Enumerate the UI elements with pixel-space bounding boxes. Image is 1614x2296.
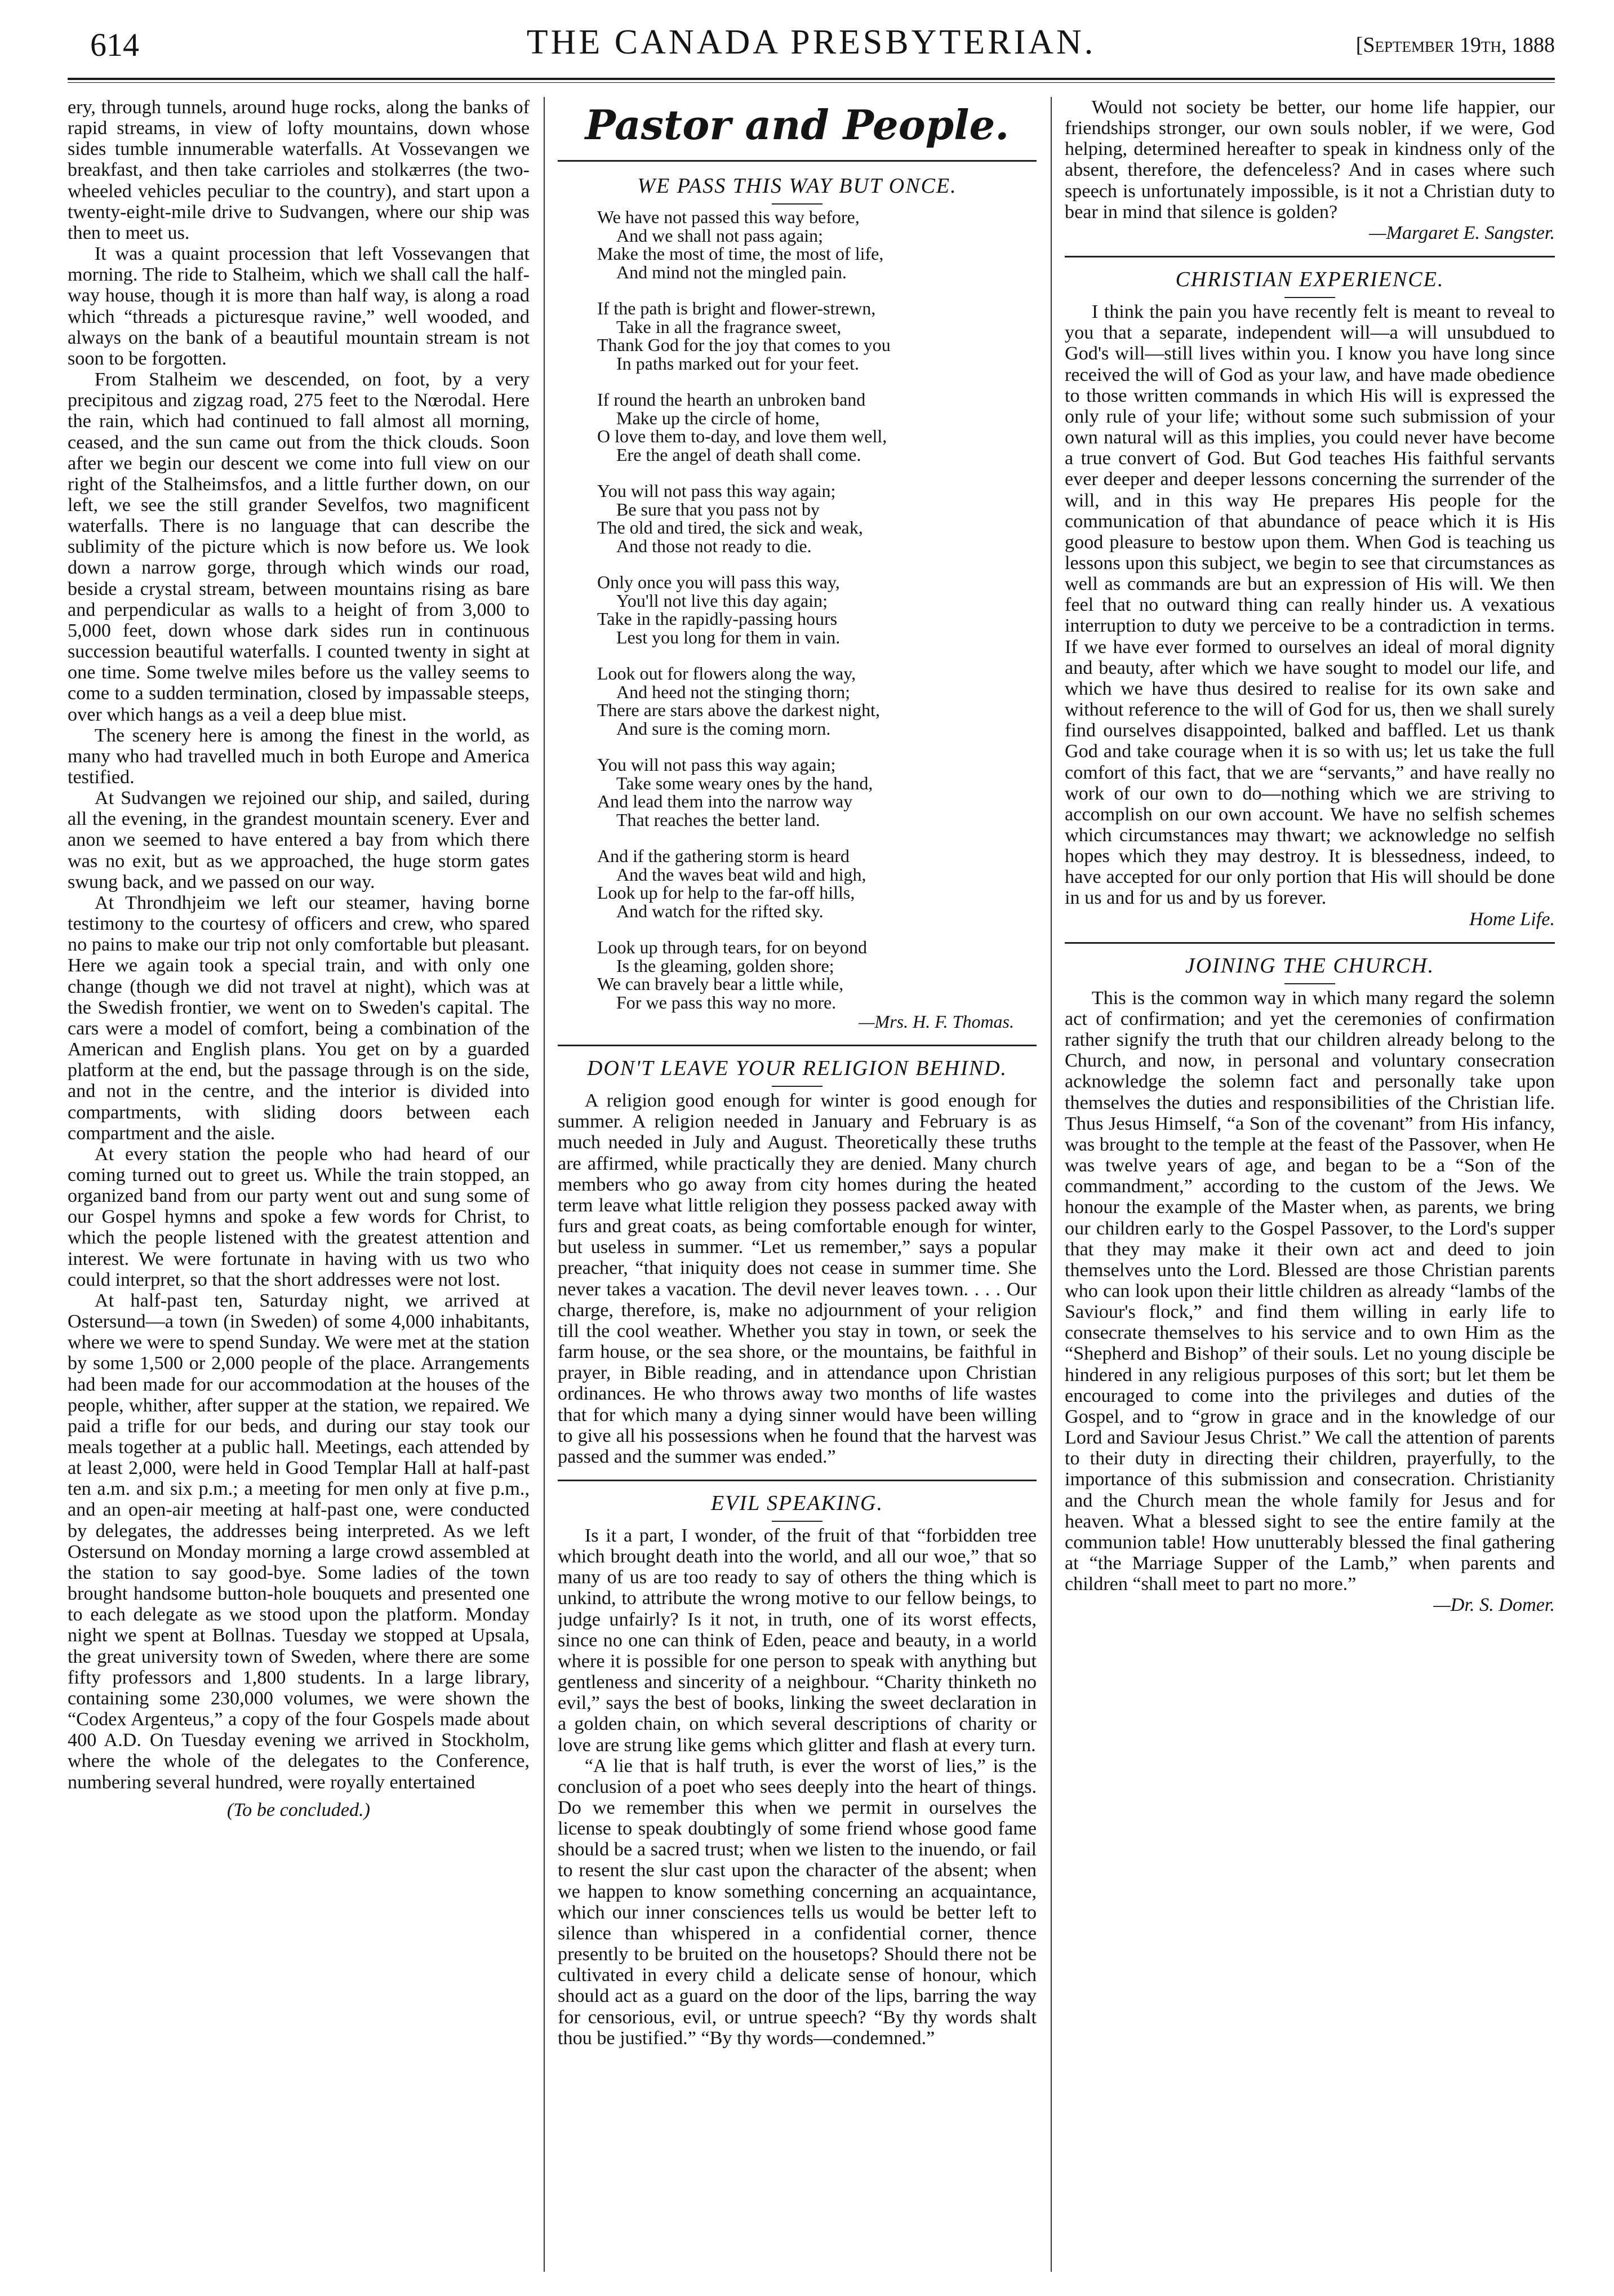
poem-stanza bbox=[597, 208, 1037, 281]
poem-stanza bbox=[597, 482, 1037, 555]
poem-line: Be sure that you pass not by bbox=[616, 499, 820, 519]
poem-line: And lead them into the narrow way bbox=[597, 791, 853, 811]
column-pastor-and-people bbox=[558, 97, 1037, 2272]
poem-line: O love them to-day, and love them well, bbox=[597, 426, 887, 446]
poem-line: Look up through tears, for on beyond bbox=[597, 937, 868, 957]
paragraph: At half-past ten, Saturday night, we arrived at Ostersund—a town (in Sweden) of some 4,000 inhabitants, where we were to spend Sunday. We were met at the station by some 1,500 or 2,000 people of the place. Arrangements had been made for our accommodation at the houses of the people, whither, after supper at the station, we repaired. We paid a trifle for our beds, and during our stay took our meals together at a public hall. Meetings, each attended by at least 2,000, were held in Good Templar Hall at half-past ten a.m. and six p.m.; a meeting for men only at five p.m., and an open-air meeting at half-past one, were conducted by delegates, the addresses being interpreted. As we left Ostersund on Monday morning a large crowd assembled at the station to say good-bye. Some ladies of the town brought handsome button-hole bouquets and presented one to each delegate as we stood upon the platform. Monday night we spent at Bollnas. Tuesday we stopped at Upsala, the great university town of Sweden, where there are some fifty professors and 1,800 students. In a large library, containing some 230,000 volumes, we were shown the “Codex Argenteus,” a copy of the four Gospels made about 400 A.D. On Tuesday evening we arrived in Stockholm, where the whole of the delegates to the Conference, numbering several hundred, were royally entertained bbox=[68, 1290, 530, 1793]
article-title: CHRISTIAN EXPERIENCE. bbox=[1065, 265, 1555, 298]
poem-line: If the path is bright and flower-strewn, bbox=[597, 298, 876, 318]
paragraph: At every station the people who had heard of our coming turned out to greet us. While the train stopped, an organized band from our party went out and sung some of our Gospel hymns and spoke a few words for Christ, to which the people listened with the greatest attention and interest. We were fortunate in having with us two who could interpret, so that the short addresses were not lost. bbox=[68, 1143, 530, 1290]
paragraph: The scenery here is among the finest in the world, as many who had travelled much in both Europe and America testified. bbox=[68, 725, 530, 788]
poem-line: And heed not the stinging thorn; bbox=[616, 681, 851, 702]
poem-line: You will not pass this way again; bbox=[597, 754, 836, 775]
poem-stanza bbox=[597, 573, 1037, 646]
issue-date: [September 19th, 1888 bbox=[1355, 33, 1555, 57]
paragraph: “A lie that is half truth, is ever the worst of lies,” is the conclusion of a poet who sees deeply into the heart of things. Do we remember this when we permit in ourselves the license to speak doubtingly of some friend whose good fame should be a sacred trust; when we listen to the inuendo, or fail to resent the slur cast upon the character of the absent; when we happen to know something concerning an acquaintance, which our inner consciences tells us would be better left to silence than whispered in a confidential corner, thence presently to be bruited on the housetops? Should there not be cultivated in every child a delicate sense of honour, which should act as a guard on the door of the lips, barring the way for censorious, evil, or untrue speech? “By thy words shalt thou be justified.” “By thy words—condemned.” bbox=[558, 1755, 1037, 2049]
poem-line: Take some weary ones by the hand, bbox=[616, 772, 873, 793]
masthead: THE CANADA PRESBYTERIAN. bbox=[526, 23, 1096, 61]
poem-line: There are stars above the darkest night, bbox=[597, 700, 881, 720]
poem-line: Make up the circle of home, bbox=[616, 407, 820, 428]
poem-stanza bbox=[597, 390, 1037, 464]
poem-line: You'll not live this day again; bbox=[616, 590, 828, 611]
poem-line: And mind not the mingled pain. bbox=[616, 261, 847, 282]
poem-line: That reaches the better land. bbox=[616, 809, 820, 830]
to-be-concluded-note: (To be concluded.) bbox=[226, 1799, 371, 1820]
column-travel-narrative bbox=[68, 97, 530, 2272]
poem-line: Look up for help to the far-off hills, bbox=[597, 882, 855, 903]
header-rule-thin bbox=[68, 82, 1555, 83]
paragraph: ery, through tunnels, around huge rocks, along the banks of rapid streams, in view of lofty mountains, down whose sides tumble innumerable waterfalls. At Vossevangen we breakfast, and then take carrioles and stolkærres (the two-wheeled vehicles peculiar to the country), and start upon a twenty-eight-mile drive to Sudvangen, where our ship was then to meet us. bbox=[68, 97, 530, 243]
poem-line: If round the hearth an unbroken band bbox=[597, 389, 866, 410]
article-signature: —Dr. S. Domer. bbox=[1433, 1595, 1555, 1616]
column-right bbox=[1065, 97, 1555, 2272]
paragraph: This is the common way in which many regard the solemn act of confirmation; and yet the ceremonies of confirmation rather signify the truth that our children already belong to the Church, and now, in personal and voluntary consecration acknowledge the solemn fact and personally take upon themselves the duties and responsibilities of the Christian life. Thus Jesus Himself, “a Son of the covenant” from His infancy, was brought to the temple at the feast of the Passover, when He was twelve years of age, and began to be a “Son of the commandment,” according to the custom of the Jews. We honour the example of the Master when, as parents, we bring our children early to the Gospel Passover, to the Lord's supper that they may make it their own act and deed to join themselves unto the Lord. Blessed are those Christian parents who can look upon their little children as already “lambs of the Saviour's flock,” and find them willing in early life to consecrate themselves to his service and to own Him as the “Shepherd and Bishop” of their souls. Let no young disciple be hindered in any religious purposes of this sort; but let them be encouraged to come into the privileges and duties of the Gospel, and to “grow in grace and in the knowledge of our Lord and Saviour Jesus Christ.” We call the attention of parents to their duty in directing their children, prayerfully, to the importance of this submission and consecration. Christianity and the Church mean the whole family for Jesus and for heaven. What a blessed sight to see the entire family at the communion table! How unutterably blessed the final gathering at “the Marriage Supper of the Lamb,” when parents and children “shall meet to part no more.” bbox=[1065, 987, 1555, 1595]
article-title: EVIL SPEAKING. bbox=[558, 1489, 1037, 1522]
paragraph: At Sudvangen we rejoined our ship, and sailed, during all the evening, in the grandest mountain scenery. Ever and anon we seemed to have entered a bay from which there was no exit, but as we approached, the huge storm gates swung back, and we passed on our way. bbox=[68, 788, 530, 892]
paragraph: From Stalheim we descended, on foot, by a very precipitous and zigzag road, 275 feet to the Nœrodal. Here the rain, which had continued to fall almost all morning, ceased, and the sun came out from the thick clouds. Soon after we begin our descent we come into full view on our right of the Stalheimsfos, and a little further down, on our left, we see the still grander Sevelfos, two magnificent waterfalls. There is no language that can describe the sublimity of the picture which is now before us. We look down a narrow gorge, through which winds our road, beside a crystal stream, between mountains rising as bare and perpendicular as walls to a height of from 3,000 to 5,000 feet, down whose dark sides run in continuous succession beautiful waterfalls. I counted twenty in sight at one time. Some twelve miles before us the valley seems to come to a sudden termination, closed by impassable steeps, over which hangs as a veil a deep blue mist. bbox=[68, 369, 530, 725]
poem-line: The old and tired, the sick and weak, bbox=[597, 517, 863, 538]
poem bbox=[558, 208, 1037, 1011]
poem-signature: —Mrs. H. F. Thomas. bbox=[859, 1011, 1014, 1032]
poem-stanza bbox=[597, 847, 1037, 920]
poem-line: And if the gathering storm is heard bbox=[597, 846, 850, 866]
page-header bbox=[68, 23, 1555, 73]
poem-line: And those not ready to die. bbox=[616, 535, 812, 556]
poem-line: Ere the angel of death shall come. bbox=[616, 444, 861, 465]
poem-line: And sure is the coming morn. bbox=[616, 718, 831, 739]
article-title: JOINING THE CHURCH. bbox=[1065, 952, 1555, 984]
poem-line: We have not passed this way before, bbox=[597, 207, 860, 227]
poem-line: You will not pass this way again; bbox=[597, 481, 836, 501]
department-heading: Pastor and People. bbox=[558, 97, 1037, 162]
poem-line: Make the most of time, the most of life, bbox=[597, 243, 884, 264]
poem-line: We can bravely bear a little while, bbox=[597, 974, 844, 994]
section-separator bbox=[558, 1480, 1037, 1481]
article-signature: —Margaret E. Sangster. bbox=[1369, 222, 1555, 243]
header-rule bbox=[68, 78, 1555, 80]
section-separator bbox=[1065, 942, 1555, 944]
article-title: DON'T LEAVE YOUR RELIGION BEHIND. bbox=[558, 1054, 1037, 1087]
poem-stanza bbox=[597, 664, 1037, 738]
page-number: 614 bbox=[90, 26, 139, 63]
poem-line: And we shall not pass again; bbox=[616, 225, 824, 246]
paragraph: It was a quaint procession that left Vossevangen that morning. The ride to Stalheim, which we shall call the half-way house, though it is more than half way, is along a road which “threads a picturesque ravine,” well wooded, and always on the bank of a beautiful mountain stream is not soon to be forgotten. bbox=[68, 243, 530, 369]
poem-line: Is the gleaming, golden shore; bbox=[616, 955, 834, 976]
poem-line: Take in the rapidly-passing hours bbox=[597, 609, 838, 629]
section-separator bbox=[558, 1045, 1037, 1046]
paragraph: A religion good enough for winter is good enough for summer. A religion needed in January and February is as much needed in July and August. Theoretically these truths are affirmed, while practically they are denied. Many church members who go away from city homes during the heated term leave what little religion they possess packed away with furs and great coats, as being comfortable enough for winter, but useless in summer. “Let us remember,” says a popular preacher, “that iniquity does not cease in summer time. She never takes a vacation. The devil never leaves town. . . . Our charge, therefore, is, make no adjournment of your religion till the cool weather. Whether you stay in town, or seek the farm house, or the sea shore, or the mountains, be faithful in prayer, in Bible reading, and in attendance upon Christian ordinances. He who throws away two months of life wastes that for which many a dying sinner would have been willing to give all his possessions when he found that the harvest was passed and the summer was ended.” bbox=[558, 1090, 1037, 1467]
paragraph: At Throndhjeim we left our steamer, having borne testimony to the courtesy of officers and crew, who spared no pains to make our trip not only comfortable but pleasant. Here we again took a special train, and with only one change (though we did not travel at night), which was at the Swedish frontier, we went on to Sweden's capital. The cars were a model of comfort, being a combination of the American and English plans. You get on by a guarded platform at the end, but the passage through is on the side, and not in the centre, and the interior is divided into compartments, with sliding doors between each compartment and the aisle. bbox=[68, 892, 530, 1144]
poem-line: And the waves beat wild and high, bbox=[616, 864, 866, 885]
poem-line: And watch for the rifted sky. bbox=[616, 900, 824, 921]
paragraph: Would not society be better, our home life happier, our friendships stronger, our own souls nobler, if we were, God helping, determined hereafter to speak in kindness only of the absent, therefore, the defenceless? And in cases where such speech is unfortunately impossible, is it not a Christian duty to bear in mind that silence is golden? bbox=[1065, 97, 1555, 223]
poem-stanza bbox=[597, 756, 1037, 829]
section-separator bbox=[1065, 256, 1555, 257]
poem-line: Thank God for the joy that comes to you bbox=[597, 335, 891, 355]
paragraph: I think the pain you have recently felt is meant to reveal to you that a separate, independent will—a will unsubdued to God's will—still lives within you. I know you have long since received the will of God as your law, and have made obedience to those written commands in which His will is expressed the only rule of your life; without some such submission of your own natural will as this implies, you could never have become a true convert of God. But God teaches His faithful servants ever deeper and deeper lessons concerning the surrender of the will, and in this way He prepares His people for the communication of that abundance of peace which it is His good pleasure to bestow upon them. When God is teaching us lessons upon this subject, we begin to see that circumstances as well as commands are but an expression of His will. We then feel that no outward thing can really hinder us. A vexatious interruption to duty we perceive to be a contradiction in terms. If we have ever formed to ourselves an ideal of moral dignity and beauty, after which we have sought to model our life, and which we have thus desired to realise for its own sake and without reference to the will of God for us, then we shall surely find ourselves disappointed, balked and baffled. Let us thank God and take courage when it is so with us; let us take the full comfort of this fact, that we are “servants,” and have really no work of our own to do—nothing which we are striving to accomplish on our own account. We have no selfish schemes which circumstances may thwart; we acknowledge no selfish hopes which they may destroy. It is blessedness, indeed, to have accepted for our only portion that His will should be done in us and for us and by us forever. bbox=[1065, 301, 1555, 909]
poem-line: Only once you will pass this way, bbox=[597, 572, 840, 592]
poem-stanza bbox=[597, 938, 1037, 1011]
column-rule bbox=[1051, 97, 1052, 2272]
poem-stanza bbox=[597, 299, 1037, 372]
poem-line: For we pass this way no more. bbox=[616, 992, 837, 1012]
article-source: Home Life. bbox=[1469, 908, 1555, 930]
poem-line: Lest you long for them in vain. bbox=[616, 627, 841, 647]
column-rule bbox=[544, 97, 545, 2272]
poem-line: Look out for flowers along the way, bbox=[597, 663, 856, 683]
poem-line: In paths marked out for your feet. bbox=[616, 353, 859, 374]
poem-title: WE PASS THIS WAY BUT ONCE. bbox=[558, 172, 1037, 205]
paragraph: Is it a part, I wonder, of the fruit of that “forbidden tree which brought death into the world, and all our woe,” that so many of us are too ready to say of others the thing which is unkind, to attribute the wrong motive to our fellow beings, to judge unfairly? Is it not, in truth, one of its worst effects, since no one can think of Eden, peace and beauty, in a world where it is possible for one person to speak with anything but gentleness and sincerity of a neighbour. “Charity thinketh no evil,” says the best of books, linking the sweet declaration in a golden chain, on which several descriptions of charity or love are strung like gems which glitter and flash at every turn. bbox=[558, 1525, 1037, 1756]
poem-line: Take in all the fragrance sweet, bbox=[616, 316, 842, 337]
